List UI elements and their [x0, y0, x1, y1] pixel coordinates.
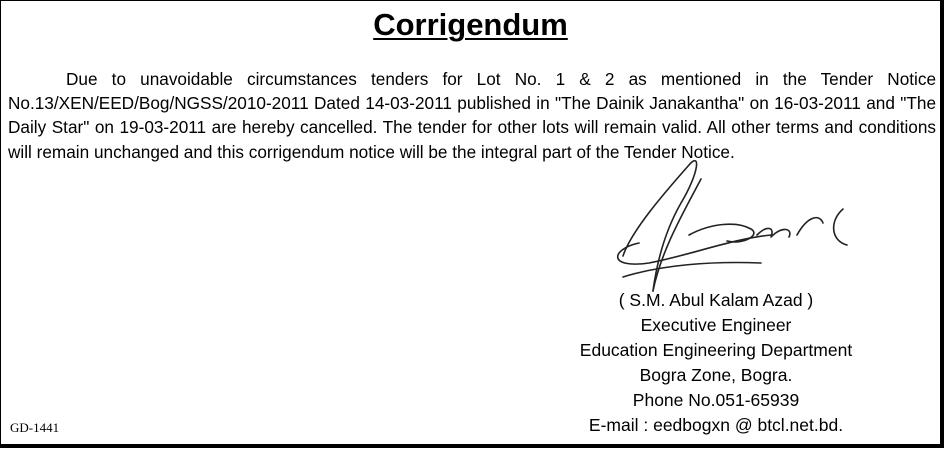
signatory-name: ( S.M. Abul Kalam Azad ): [618, 290, 814, 310]
signatory-location: Bogra Zone, Bogra.: [639, 365, 793, 385]
notice-title: Corrigendum: [373, 7, 568, 42]
signatory-department: Education Engineering Department: [579, 340, 853, 360]
notice-body: Due to unavoidable circumstances tenders for Lot No. 1 & 2 as mentioned in the Tender Notice No.13/XEN/EED/Bog/NGSS/2010-2011 Dated 14-03-2011 published in "The Dainik Janakantha" on 16-03-2011 and "The Daily Star" on 19-03-2011 are hereby cancelled. The tender for other lots will remain valid. All other terms and conditions will remain unchanged and this corrigendum notice will be the integral part of the Tender Notice.: [8, 69, 936, 162]
signatory-designation: Executive Engineer: [640, 315, 792, 335]
signatory-block: [541, 288, 891, 438]
notice-code: GD-1441: [10, 420, 60, 435]
handwritten-signature: [561, 151, 901, 301]
signatory-email: E-mail : eedbogxn @ btcl.net.bd.: [588, 415, 844, 435]
signatory-phone: Phone No.051-65939: [632, 390, 800, 410]
